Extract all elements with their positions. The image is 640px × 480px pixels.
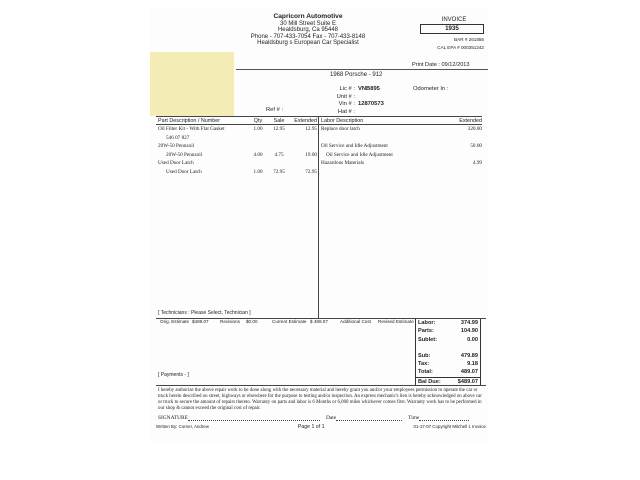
- labor-desc: Replace door latch: [321, 126, 360, 132]
- part-sale: 72.95: [273, 168, 285, 175]
- parts-row: [156, 159, 318, 168]
- authorization-text: I hereby authorize the above repair work to be done along with the necessary material and hereby grant you and/or your employees permission to operate the car or truck herein described on street, highways or elsewhere for the purpose to testing and/or inspection. An express mechanic's lien is hereby acknowledged on above car or truck to secure the amount of repairs thereto. Warranty on parts and labor is 6 Months or 6,000 miles whichever comes first. Warranty work has to be performed in our shop & cannot exceed the original cost of repair.: [158, 388, 482, 412]
- part-ext: 12.95: [305, 126, 317, 132]
- hat-label: Hat # :: [337, 108, 355, 115]
- time-label: Time: [408, 415, 420, 421]
- sub-total-label: Sub:: [418, 352, 431, 359]
- payments-divider: [156, 385, 486, 386]
- part-sale: 12.95: [273, 126, 285, 132]
- epa-number: CAL EPA # 000351242: [437, 45, 484, 50]
- revised-estimate-label: Revised Estimate: [378, 319, 414, 324]
- parts-col-qty: Qty: [253, 118, 263, 124]
- part-qty: 1.00: [253, 168, 263, 175]
- parts-total-label: Parts:: [418, 328, 434, 335]
- labor-row: [318, 134, 482, 143]
- sublet-total-value: 0.00: [467, 336, 478, 343]
- labor-total-label: Labor:: [418, 320, 436, 326]
- odometer-label: Odometer In :: [413, 86, 449, 92]
- parts-header: [156, 116, 318, 125]
- balance-due-label: Bal Due:: [418, 378, 441, 385]
- parts-row: [156, 168, 318, 177]
- time-field: [419, 415, 469, 421]
- tax-label: Tax:: [418, 361, 430, 368]
- part-qty: 4.00: [253, 151, 263, 158]
- orig-estimate-value: $489.07: [192, 319, 209, 324]
- part-desc: 546 07 827: [166, 134, 190, 141]
- labor-row: [318, 159, 482, 168]
- labor-col-ext: Extended: [459, 118, 482, 124]
- totals-spacer: [416, 344, 480, 352]
- part-ext: [290, 159, 318, 168]
- parts-row: [156, 142, 318, 151]
- part-sale: [268, 142, 290, 151]
- written-by: Written By: Corner, Andrew: [156, 424, 209, 429]
- totals-tax: [416, 360, 480, 368]
- vin-label: Vin # :: [338, 101, 355, 108]
- company-phone-fax: Phone - 707-433-7054 Fax - 707-433-8148: [250, 33, 366, 40]
- totals-labor: [416, 319, 480, 327]
- sublet-total-label: Sublet:: [418, 336, 437, 343]
- grand-total-label: Total:: [418, 369, 433, 376]
- part-sale: [268, 134, 290, 143]
- vehicle-description: 1968 Porsche - 912: [330, 72, 383, 78]
- vehicle-info: [334, 86, 384, 116]
- tax-value: 9.18: [467, 361, 478, 368]
- totals-box: [415, 319, 481, 386]
- print-date: Print Date : 09/12/2013: [412, 62, 470, 68]
- invoice-box: [410, 17, 488, 50]
- labor-desc: [318, 134, 448, 143]
- part-desc: 20W-50 Pennzoil: [166, 151, 203, 158]
- date-field: [336, 415, 402, 421]
- labor-desc: Hazardous Materials: [321, 160, 365, 166]
- revisions-value: $0.00: [246, 319, 258, 324]
- signature-label: SIGNATURE: [158, 415, 188, 421]
- labor-desc: Oil Service and Idle Adjustment: [321, 143, 388, 149]
- part-ext: 19.00: [305, 151, 317, 158]
- parts-row: [156, 134, 318, 143]
- labor-header: [318, 116, 482, 125]
- copyright: 01-17-07 Copyright Mitchell 1 Invoice: [413, 424, 486, 429]
- labor-ext: [448, 134, 482, 143]
- parts-total-value: 104.90: [460, 328, 478, 335]
- signature-field: [188, 415, 320, 421]
- invoice-label: INVOICE: [441, 17, 467, 23]
- labor-ext: 4.99: [472, 160, 482, 166]
- ref-number: [266, 107, 283, 113]
- additional-cost-label: Additional Cost: [340, 319, 371, 324]
- parts-row: [156, 151, 318, 160]
- part-qty: [248, 134, 268, 143]
- part-qty: 1.00: [253, 126, 263, 132]
- part-qty: [248, 159, 268, 168]
- company-header: [248, 14, 368, 47]
- labor-row: [318, 151, 482, 160]
- grand-total-value: 489.07: [460, 369, 478, 376]
- parts-col-ext: Extended: [294, 118, 317, 124]
- totals-parts: [416, 327, 480, 335]
- labor-row: [318, 142, 482, 151]
- part-qty: [248, 142, 268, 151]
- part-ext: [290, 142, 318, 151]
- labor-desc: Oil Service and Idle Adjustment: [326, 151, 393, 158]
- payments: [ Payments - ]: [158, 372, 189, 378]
- parts-col-sale: Sale: [273, 118, 285, 124]
- page-number: Page 1 of 1: [297, 424, 325, 430]
- parts-row: [156, 125, 318, 134]
- signature-line: [158, 415, 486, 421]
- totals-balance: [416, 377, 480, 385]
- totals-total: [416, 368, 480, 376]
- labor-total-value: 374.99: [460, 320, 478, 326]
- balance-due-value: $489.07: [457, 378, 478, 385]
- invoice-number: 1935: [420, 24, 484, 34]
- part-desc: Oil Filter Kit - With Flat Gasket: [158, 126, 225, 132]
- date-label: Date: [325, 415, 337, 421]
- parts-table: [156, 116, 318, 176]
- part-ext: 72.95: [305, 168, 317, 175]
- labor-col-desc: Labor Description: [321, 118, 364, 124]
- odometer: [413, 86, 448, 92]
- labor-ext: [448, 151, 482, 160]
- vin-value: 12870573: [358, 101, 384, 108]
- footer: [156, 424, 486, 430]
- labor-table: [318, 116, 482, 168]
- part-desc: Used Door Latch: [166, 168, 202, 175]
- part-desc: 20W-50 Pennzoil: [158, 143, 195, 149]
- part-desc: Used Door Latch: [158, 160, 194, 166]
- sub-total-value: 479.89: [460, 352, 478, 359]
- revisions-label: Revisions: [220, 319, 240, 324]
- orig-estimate-label: Orig. Estimate: [160, 319, 190, 324]
- lic-label: Lic # :: [339, 86, 355, 92]
- bar-number: BAR # 261856: [454, 37, 484, 42]
- totals-sublet: [416, 336, 480, 344]
- current-estimate-label: Current Estimate: [272, 319, 307, 324]
- company-tagline: Healdsburg s European Car Specialist: [257, 40, 359, 47]
- current-estimate-value: $ 489.07: [310, 319, 328, 324]
- company-name: Capricorn Automotive: [273, 13, 343, 20]
- totals-sub: [416, 352, 480, 360]
- company-city: Healdsburg, Ca 95448: [277, 27, 339, 34]
- part-ext: [290, 134, 318, 143]
- ref-label: Ref # :: [266, 107, 284, 113]
- labor-row: [318, 125, 482, 134]
- technicians: [ Technicians : Please Select, Technician ]: [158, 310, 251, 316]
- parts-col-desc: Part Description / Number: [158, 118, 221, 124]
- estimate-row: [156, 319, 416, 324]
- part-sale: 4.75: [274, 151, 284, 158]
- sticky-note: [150, 52, 234, 116]
- labor-ext: 320.00: [467, 126, 482, 132]
- unit-label: Unit # :: [336, 93, 355, 100]
- part-sale: [268, 159, 290, 168]
- company-address: 30 Mill Street Suite E: [279, 20, 337, 27]
- labor-ext: 50.00: [470, 143, 482, 149]
- lic-value: VNB895: [358, 86, 380, 92]
- header-divider: [236, 69, 488, 70]
